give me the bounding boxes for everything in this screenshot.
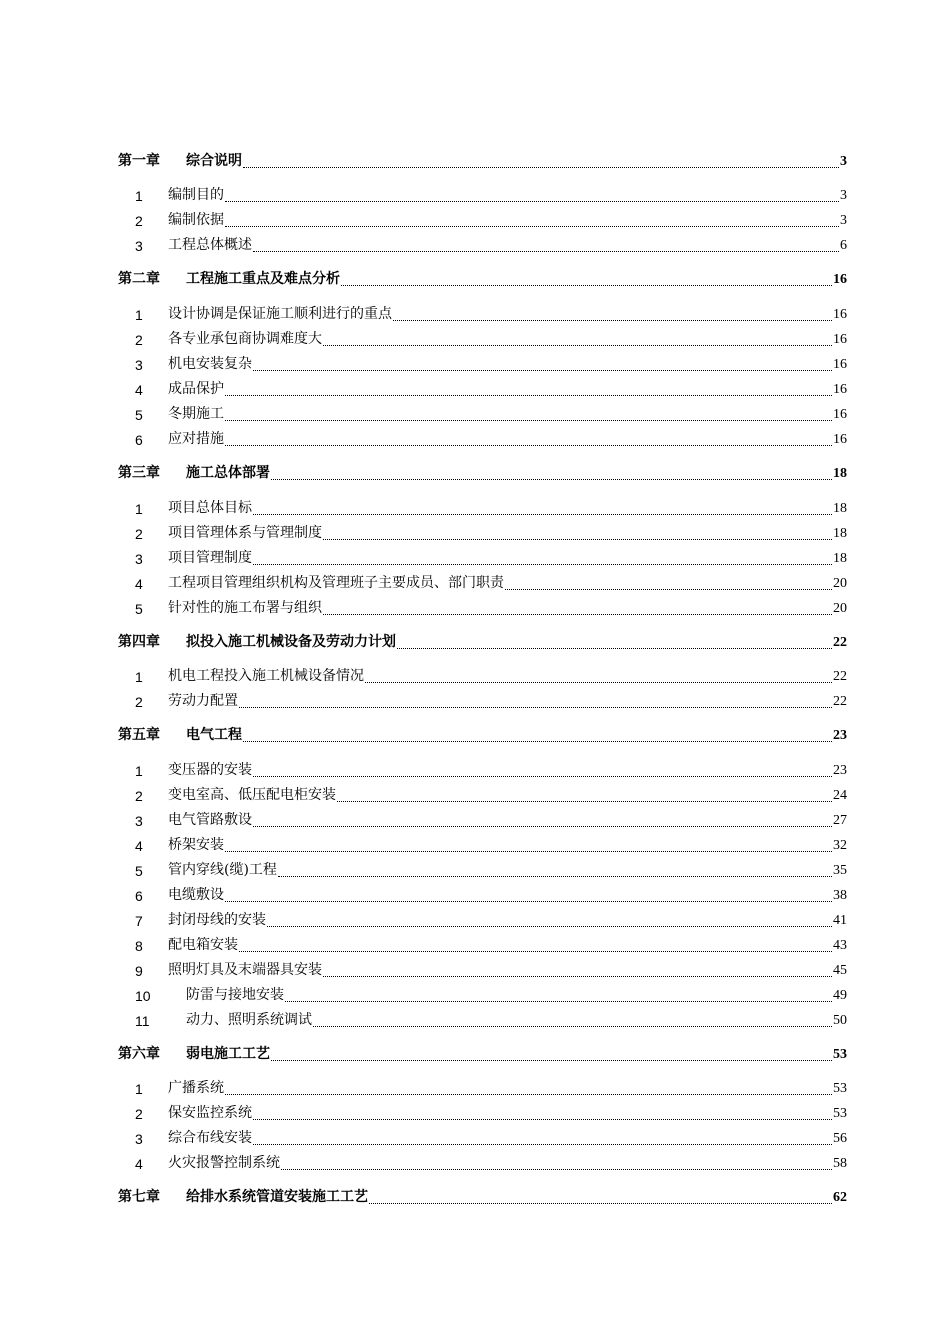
section-title: 成品保护: [168, 381, 224, 397]
section-number: 1: [135, 188, 143, 204]
section-title: 针对性的施工布署与组织: [168, 600, 322, 616]
toc-section-entry[interactable]: [118, 859, 847, 879]
section-number: 1: [135, 763, 143, 779]
section-number: 2: [135, 1106, 143, 1122]
chapter-number: 第二章: [118, 271, 160, 287]
toc-section-entry[interactable]: [118, 1077, 847, 1097]
toc-section-entry[interactable]: [118, 665, 847, 685]
toc-section-entry[interactable]: [118, 428, 847, 448]
page-number: 53: [833, 1047, 847, 1062]
dot-leader: [271, 465, 832, 480]
page-number: 43: [833, 938, 847, 953]
dot-leader: [239, 693, 832, 708]
toc-section-entry[interactable]: [118, 809, 847, 829]
dot-leader: [253, 812, 832, 827]
chapter-title: 拟投入施工机械设备及劳动力计划: [186, 634, 396, 650]
toc-section-entry[interactable]: [118, 934, 847, 954]
page-number: 3: [840, 213, 847, 228]
page-number: 24: [833, 788, 847, 803]
dot-leader: [253, 550, 832, 565]
page-number: 49: [833, 988, 847, 1003]
dot-leader: [313, 1012, 832, 1027]
page-number: 20: [833, 601, 847, 616]
chapter-number: 第六章: [118, 1046, 160, 1062]
section-number: 4: [135, 382, 143, 398]
section-title: 机电安装复杂: [168, 356, 252, 372]
page-number: 16: [833, 407, 847, 422]
chapter-title: 综合说明: [186, 153, 242, 169]
dot-leader: [253, 762, 832, 777]
page-number: 62: [833, 1190, 847, 1205]
toc-section-entry[interactable]: [118, 303, 847, 323]
dot-leader: [225, 212, 839, 227]
section-number: 3: [135, 813, 143, 829]
dot-leader: [225, 1080, 832, 1095]
section-title: 动力、照明系统调试: [186, 1012, 312, 1028]
toc-section-entry[interactable]: [118, 353, 847, 373]
dot-leader: [271, 1046, 832, 1061]
page-number: 3: [840, 154, 847, 169]
toc-section-entry[interactable]: [118, 378, 847, 398]
dot-leader: [323, 600, 832, 615]
page-number: 50: [833, 1013, 847, 1028]
section-title: 变压器的安装: [168, 762, 252, 778]
section-title: 桥架安装: [168, 837, 224, 853]
chapter-number: 第三章: [118, 465, 160, 481]
section-title: 工程总体概述: [168, 237, 252, 253]
section-title: 综合布线安装: [168, 1130, 252, 1146]
section-title: 各专业承包商协调难度大: [168, 331, 322, 347]
section-number: 9: [135, 963, 143, 979]
page-number: 16: [833, 382, 847, 397]
toc-section-entry[interactable]: [118, 784, 847, 804]
dot-leader: [341, 271, 832, 286]
toc-section-entry[interactable]: [118, 834, 847, 854]
toc-chapter-entry[interactable]: [118, 1043, 847, 1063]
section-title: 项目总体目标: [168, 500, 252, 516]
dot-leader: [323, 962, 832, 977]
dot-leader: [365, 668, 832, 683]
chapter-title: 给排水系统管道安装施工工艺: [186, 1189, 368, 1205]
page-number: 18: [833, 466, 847, 481]
section-number: 6: [135, 888, 143, 904]
page-number: 22: [833, 694, 847, 709]
section-number: 10: [135, 988, 151, 1004]
dot-leader: [337, 787, 832, 802]
page-number: 53: [833, 1081, 847, 1096]
toc-section-entry[interactable]: [118, 597, 847, 617]
dot-leader: [225, 837, 832, 852]
toc-section-entry[interactable]: [118, 547, 847, 567]
page-number: 41: [833, 913, 847, 928]
chapter-title: 弱电施工工艺: [186, 1046, 270, 1062]
section-number: 5: [135, 863, 143, 879]
dot-leader: [225, 187, 839, 202]
page-number: 18: [833, 551, 847, 566]
toc-section-entry[interactable]: [118, 959, 847, 979]
chapter-title: 施工总体部署: [186, 465, 270, 481]
page-number: 56: [833, 1131, 847, 1146]
section-title: 项目管理体系与管理制度: [168, 525, 322, 541]
section-number: 2: [135, 694, 143, 710]
section-title: 设计协调是保证施工顺利进行的重点: [168, 306, 392, 322]
section-number: 2: [135, 788, 143, 804]
dot-leader: [267, 912, 832, 927]
page-number: 58: [833, 1156, 847, 1171]
section-number: 2: [135, 332, 143, 348]
section-number: 4: [135, 576, 143, 592]
section-number: 3: [135, 1131, 143, 1147]
section-title: 应对措施: [168, 431, 224, 447]
page-number: 35: [833, 863, 847, 878]
dot-leader: [505, 575, 832, 590]
page-number: 38: [833, 888, 847, 903]
dot-leader: [225, 431, 832, 446]
dot-leader: [397, 634, 832, 649]
chapter-number: 第五章: [118, 727, 160, 743]
section-number: 1: [135, 307, 143, 323]
dot-leader: [281, 1155, 832, 1170]
dot-leader: [253, 500, 832, 515]
page-number: 23: [833, 728, 847, 743]
page-number: 45: [833, 963, 847, 978]
section-title: 工程项目管理组织机构及管理班子主要成员、部门职责: [168, 575, 504, 591]
page-number: 20: [833, 576, 847, 591]
page-number: 23: [833, 763, 847, 778]
dot-leader: [225, 406, 832, 421]
toc-section-entry[interactable]: [118, 522, 847, 542]
section-number: 2: [135, 213, 143, 229]
section-title: 管内穿线(缆)工程: [168, 862, 277, 878]
section-title: 变电室高、低压配电柜安装: [168, 787, 336, 803]
chapter-number: 第一章: [118, 153, 160, 169]
toc-section-entry[interactable]: [118, 1152, 847, 1172]
section-number: 2: [135, 526, 143, 542]
section-title: 防雷与接地安装: [186, 987, 284, 1003]
section-number: 4: [135, 838, 143, 854]
chapter-title: 电气工程: [186, 727, 242, 743]
dot-leader: [253, 356, 832, 371]
section-number: 3: [135, 238, 143, 254]
section-number: 1: [135, 501, 143, 517]
page-number: 3: [840, 188, 847, 203]
dot-leader: [278, 862, 832, 877]
toc-section-entry[interactable]: [118, 497, 847, 517]
section-title: 电缆敷设: [168, 887, 224, 903]
section-title: 保安监控系统: [168, 1105, 252, 1121]
section-title: 配电箱安装: [168, 937, 238, 953]
toc-section-entry[interactable]: [118, 1009, 847, 1029]
toc-section-entry[interactable]: [118, 909, 847, 929]
toc-chapter-entry[interactable]: [118, 631, 847, 651]
section-number: 3: [135, 357, 143, 373]
section-number: 11: [135, 1013, 150, 1029]
section-title: 项目管理制度: [168, 550, 252, 566]
dot-leader: [369, 1189, 832, 1204]
page-number: 16: [833, 332, 847, 347]
dot-leader: [253, 237, 839, 252]
dot-leader: [323, 525, 832, 540]
section-number: 4: [135, 1156, 143, 1172]
toc-section-entry[interactable]: [118, 984, 847, 1004]
section-title: 机电工程投入施工机械设备情况: [168, 668, 364, 684]
page-number: 27: [833, 813, 847, 828]
section-title: 广播系统: [168, 1080, 224, 1096]
dot-leader: [253, 1130, 832, 1145]
dot-leader: [393, 306, 832, 321]
toc-section-entry[interactable]: [118, 1127, 847, 1147]
toc-section-entry[interactable]: [118, 209, 847, 229]
page-number: 16: [833, 272, 847, 287]
chapter-number: 第四章: [118, 634, 160, 650]
section-title: 封闭母线的安装: [168, 912, 266, 928]
page-number: 18: [833, 526, 847, 541]
dot-leader: [225, 381, 832, 396]
toc-section-entry[interactable]: [118, 403, 847, 423]
section-number: 7: [135, 913, 143, 929]
toc-chapter-entry[interactable]: [118, 150, 847, 170]
section-number: 1: [135, 1081, 143, 1097]
toc-section-entry[interactable]: [118, 184, 847, 204]
section-number: 8: [135, 938, 143, 954]
toc-chapter-entry[interactable]: [118, 462, 847, 482]
section-title: 编制依据: [168, 212, 224, 228]
toc-section-entry[interactable]: [118, 690, 847, 710]
page-number: 18: [833, 501, 847, 516]
toc-section-entry[interactable]: [118, 759, 847, 779]
toc-section-entry[interactable]: [118, 1102, 847, 1122]
section-number: 1: [135, 669, 143, 685]
section-title: 劳动力配置: [168, 693, 238, 709]
dot-leader: [225, 887, 832, 902]
section-number: 5: [135, 601, 143, 617]
section-title: 火灾报警控制系统: [168, 1155, 280, 1171]
toc-chapter-entry[interactable]: [118, 1186, 847, 1206]
section-number: 3: [135, 551, 143, 567]
section-title: 电气管路敷设: [168, 812, 252, 828]
toc-section-entry[interactable]: [118, 234, 847, 254]
section-number: 5: [135, 407, 143, 423]
page-number: 16: [833, 357, 847, 372]
section-number: 6: [135, 432, 143, 448]
chapter-title: 工程施工重点及难点分析: [186, 271, 340, 287]
dot-leader: [285, 987, 832, 1002]
toc-chapter-entry[interactable]: [118, 268, 847, 288]
page-number: 22: [833, 635, 847, 650]
dot-leader: [239, 937, 832, 952]
page-number: 16: [833, 307, 847, 322]
page-number: 6: [840, 238, 847, 253]
toc-section-entry[interactable]: [118, 884, 847, 904]
page-number: 32: [833, 838, 847, 853]
page-number: 53: [833, 1106, 847, 1121]
page-number: 22: [833, 669, 847, 684]
dot-leader: [323, 331, 832, 346]
chapter-number: 第七章: [118, 1189, 160, 1205]
toc-chapter-entry[interactable]: [118, 724, 847, 744]
dot-leader: [243, 153, 839, 168]
toc-section-entry[interactable]: [118, 572, 847, 592]
section-title: 冬期施工: [168, 406, 224, 422]
page-number: 16: [833, 432, 847, 447]
section-title: 照明灯具及末端器具安装: [168, 962, 322, 978]
dot-leader: [253, 1105, 832, 1120]
toc-section-entry[interactable]: [118, 328, 847, 348]
dot-leader: [243, 727, 832, 742]
section-title: 编制目的: [168, 187, 224, 203]
